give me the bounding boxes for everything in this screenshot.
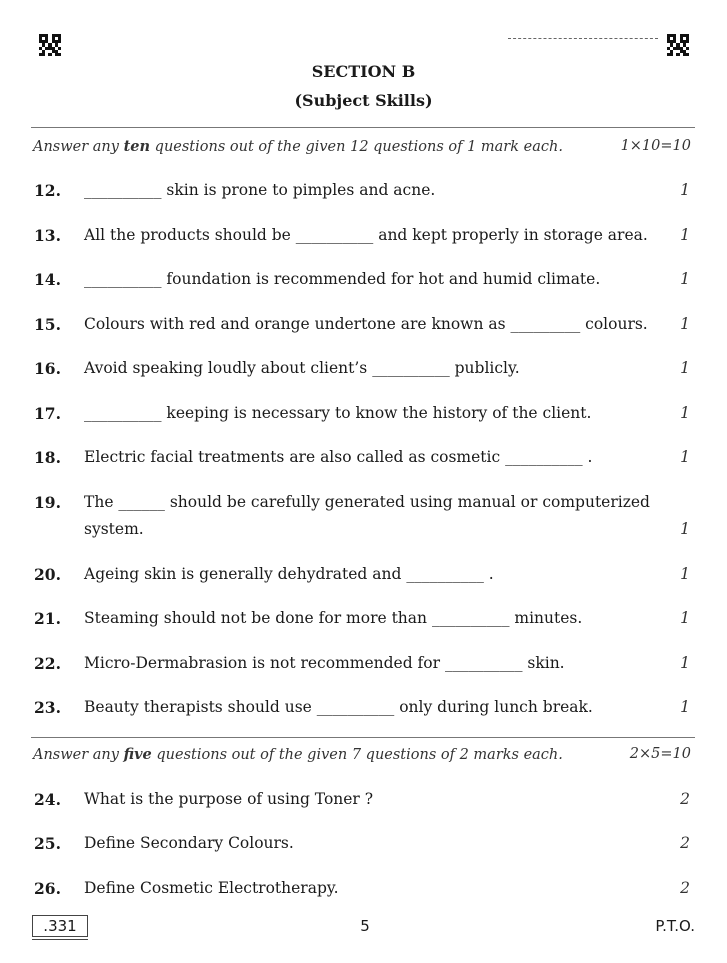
question-text: Steaming should not be done for more than __________ minutes. <box>84 609 583 627</box>
question-mark: 1 <box>680 448 690 466</box>
question-number: 13. <box>34 226 61 245</box>
question-mark: 1 <box>680 654 690 672</box>
question-number: 18. <box>34 448 61 467</box>
question-number: 14. <box>34 270 61 289</box>
question-text: __________ keeping is necessary to know the history of the client. <box>84 404 592 422</box>
question-mark: 2 <box>680 879 690 897</box>
instruction-text: questions out of the given 7 questions of 2 marks each. <box>151 747 563 763</box>
instruction-text: Answer any <box>33 747 124 763</box>
question-text: Colours with red and orange undertone are known as _________ colours. <box>84 315 648 333</box>
question-mark: 1 <box>680 270 690 288</box>
question-text: Micro-Dermabrasion is not recommended for __________ skin. <box>84 654 565 672</box>
question-mark: 1 <box>680 609 690 627</box>
instruction-marks: 2×5=10 <box>629 746 691 762</box>
question-number: 23. <box>34 698 61 717</box>
question-number: 26. <box>34 879 61 898</box>
page-number: 5 <box>360 917 370 935</box>
section-title: SECTION B <box>311 62 416 81</box>
question-mark: 1 <box>680 226 690 244</box>
question-mark: 1 <box>680 520 690 538</box>
header-dashed-line <box>508 38 658 39</box>
question-mark: 1 <box>680 359 690 377</box>
question-text: All the products should be __________ and kept properly in storage area. <box>84 226 648 244</box>
question-number: 12. <box>34 181 61 200</box>
question-number: 21. <box>34 609 61 628</box>
question-text: __________ foundation is recommended for hot and humid climate. <box>84 270 601 288</box>
instruction-part-a <box>33 138 691 155</box>
question-mark: 1 <box>680 404 690 422</box>
question-number: 25. <box>34 834 61 853</box>
question-number: 17. <box>34 404 61 423</box>
question-mark: 1 <box>680 565 690 583</box>
paper-code: .331 <box>32 915 88 937</box>
question-text: The ______ should be carefully generated using manual or computerized system. <box>84 493 650 538</box>
question-number: 20. <box>34 565 61 584</box>
pto-label: P.T.O. <box>655 917 695 935</box>
qr-code-icon <box>667 34 689 56</box>
qr-code-icon <box>39 34 61 56</box>
question-number: 22. <box>34 654 61 673</box>
question-text: What is the purpose of using Toner ? <box>84 790 374 808</box>
question-number: 19. <box>34 493 61 512</box>
question-text: __________ skin is prone to pimples and acne. <box>84 181 436 199</box>
question-text: Define Secondary Colours. <box>84 834 294 852</box>
question-text: Beauty therapists should use __________ only during lunch break. <box>84 698 593 716</box>
instruction-emphasis: five <box>123 746 152 763</box>
question-mark: 1 <box>680 181 690 199</box>
instruction-marks: 1×10=10 <box>620 138 691 154</box>
instruction-emphasis: ten <box>123 138 151 155</box>
section-subtitle: (Subject Skills) <box>294 91 433 110</box>
instruction-part-b <box>33 746 691 763</box>
question-mark: 1 <box>680 698 690 716</box>
question-text: Ageing skin is generally dehydrated and __________ . <box>84 565 494 583</box>
divider <box>31 127 695 128</box>
instruction-text: Answer any <box>33 139 124 155</box>
question-mark: 2 <box>680 834 690 852</box>
question-text: Avoid speaking loudly about client’s __________ publicly. <box>84 359 520 377</box>
question-number: 15. <box>34 315 61 334</box>
divider <box>31 737 695 738</box>
question-text: Define Cosmetic Electrotherapy. <box>84 879 339 897</box>
instruction-text: questions out of the given 12 questions of 1 mark each. <box>150 139 563 155</box>
question-number: 24. <box>34 790 61 809</box>
question-mark: 1 <box>680 315 690 333</box>
question-number: 16. <box>34 359 61 378</box>
question-mark: 2 <box>680 790 690 808</box>
question-text: Electric facial treatments are also called as cosmetic __________ . <box>84 448 593 466</box>
